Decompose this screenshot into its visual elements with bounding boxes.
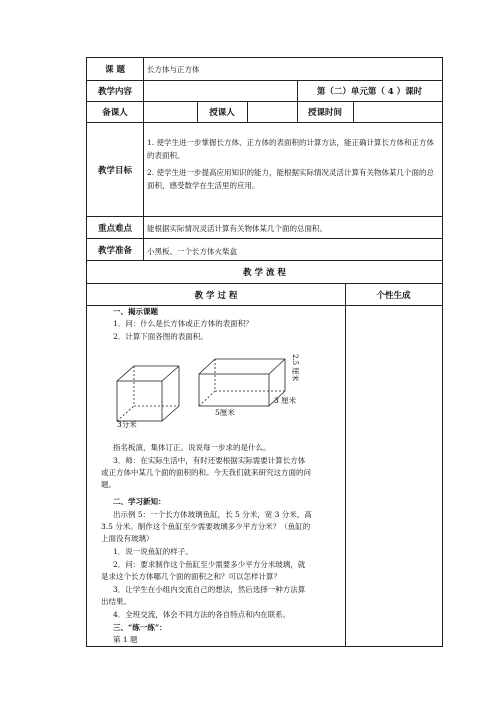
s2-para-1a: 出示例 5：一个长方体玻璃鱼缸，长 5 分米，宽 3 分米，高 bbox=[113, 510, 312, 519]
prepare-value: 小黑板、一个长方体火柴盒 bbox=[147, 247, 237, 256]
process-body bbox=[87, 306, 442, 646]
teacher-label: 授课人 bbox=[209, 108, 235, 118]
s1-para-2a: 3．师：在实际生活中，有时还要根据实际需要计算长方体 bbox=[113, 456, 306, 465]
prepare-row bbox=[87, 239, 442, 261]
content-row bbox=[87, 81, 442, 102]
goal-item-2: 2. 使学生进一步提高应用知识的能力，能根据实际情况灵活计算有关物体某几个面的总面积，感受数学在生活里的应用。 bbox=[147, 168, 435, 190]
keypoint-value: 能根据实际情况灵活计算有关物体某几个面的总面积。 bbox=[147, 224, 327, 233]
topic-row bbox=[87, 58, 442, 81]
s1-question-2: 2．计算下面各图的表面积。 bbox=[113, 332, 208, 341]
s2-para-2: 1．说一说鱼缸的样子。 bbox=[113, 547, 193, 556]
s2-para-3b: 是求这个长方体哪几个面的面积之和？可以怎样计算？ bbox=[101, 572, 281, 581]
s2-para-4b: 出结果。 bbox=[101, 597, 131, 606]
s2-para-4a: 3．让学生在小组内交流自己的想法，然后选择一种方法算 bbox=[113, 585, 306, 594]
s3-para-1: 第 1 题 bbox=[113, 635, 138, 644]
section-1-title: 一、揭示课题 bbox=[113, 307, 158, 316]
goals-row bbox=[87, 123, 442, 217]
topic-label: 课 题 bbox=[105, 65, 125, 75]
prep-row bbox=[87, 102, 442, 123]
content-value: 第（二）单元第（ 4 ）课时 bbox=[316, 87, 423, 97]
personal-header: 个性生成 bbox=[376, 290, 411, 301]
process-header: 教 学 过 程 bbox=[194, 290, 238, 301]
s2-para-3a: 2．问：要求制作这个鱼缸至少需要多少平方分米玻璃，就 bbox=[113, 560, 306, 569]
cuboid-drawing bbox=[199, 359, 285, 406]
cuboid-width-label: 3 厘米 bbox=[274, 396, 297, 405]
flow-title-row bbox=[87, 261, 442, 284]
process-header-row bbox=[87, 284, 442, 306]
s1-question-1: 1．问：什么是长方体或正方体的表面积？ bbox=[113, 319, 253, 328]
cube-drawing bbox=[117, 366, 179, 421]
section-3-title: 三、“练一练”： bbox=[113, 623, 167, 632]
s2-para-5: 4．全班交流，体会不同方法的各自特点和内在联系。 bbox=[113, 610, 291, 619]
cuboid-height-label: 2.5 厘米 bbox=[291, 354, 299, 382]
prepare-label: 教学准备 bbox=[97, 245, 132, 256]
section-2-title: 二、学习新知： bbox=[113, 497, 166, 506]
topic-value: 长方体与正方体 bbox=[147, 65, 200, 74]
s2-para-1b: 3.5 分米。制作这个鱼缸至少需要玻璃多少平方分米？（鱼缸的 bbox=[101, 522, 311, 531]
cuboid-length-label: 5厘米 bbox=[215, 408, 235, 417]
s2-para-1c: 上面没有玻璃） bbox=[101, 534, 154, 543]
solids-figure bbox=[87, 346, 345, 428]
keypoint-row bbox=[87, 217, 442, 239]
prep-label: 备课人 bbox=[102, 108, 128, 118]
goals-label: 教学目标 bbox=[97, 165, 132, 176]
s1-para-2b: 或正方体中某几个面的面积的和。今天我们就来研究这方面的问 bbox=[101, 468, 311, 477]
flow-title: 教 学 流 程 bbox=[243, 268, 286, 278]
s1-para-1: 指名板演，集体订正。说说每一步求的是什么。 bbox=[113, 443, 271, 452]
lesson-plan-table bbox=[86, 57, 443, 647]
goal-item-1: 1. 使学生进一步掌握长方体、正方体的表面积的计算方法，能正确计算长方体和正方体的表面积。 bbox=[147, 138, 435, 160]
time-label: 授课时间 bbox=[307, 108, 342, 118]
content-label: 教学内容 bbox=[97, 87, 132, 97]
cube-edge-label: 3分米 bbox=[117, 420, 137, 428]
keypoint-label: 重点难点 bbox=[97, 223, 132, 234]
process-content bbox=[87, 306, 345, 646]
s1-para-2c: 题。 bbox=[101, 480, 116, 489]
